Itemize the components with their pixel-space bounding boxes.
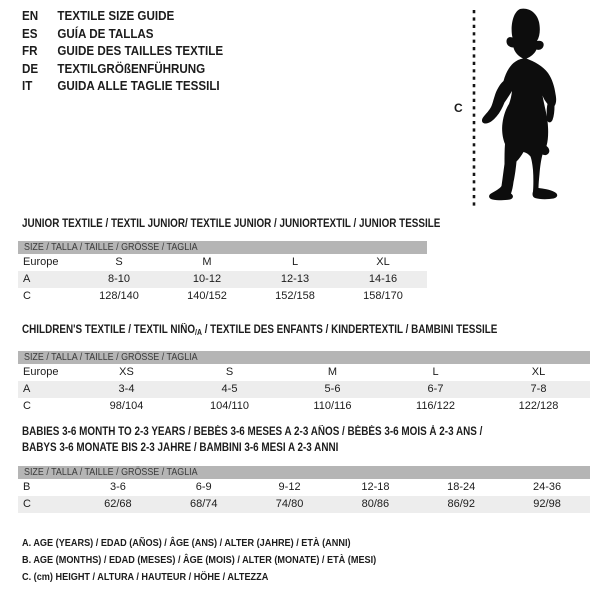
table-cell: 7-8 — [530, 383, 547, 395]
table-size-header-text: SIZE / TALLA / TAILLE / GRÖSSE / TAGLIA — [24, 351, 198, 363]
table-row — [18, 398, 590, 415]
size-table-junior — [18, 241, 427, 305]
table-size-header-text: SIZE / TALLA / TAILLE / GRÖSSE / TAGLIA — [24, 466, 198, 478]
language-code: EN — [22, 9, 39, 23]
footnotes — [22, 535, 429, 586]
table-cell: XL — [376, 256, 390, 268]
table-cell: 140/152 — [187, 290, 227, 302]
footnote-line: B. AGE (MONTHS) / EDAD (MESES) / ÂGE (MOIS) / ALTER (MONATE) / ETÀ (MESI) — [22, 554, 377, 566]
table-cell: 6-7 — [427, 383, 444, 395]
language-code: FR — [22, 44, 38, 59]
language-label: TEXTILGRÖßENFÜHRUNG — [57, 61, 206, 76]
language-label: GUÍA DE TALLAS — [57, 26, 154, 41]
table-cell: 3-6 — [109, 481, 126, 493]
section-junior — [18, 216, 441, 305]
language-row — [22, 61, 223, 79]
table-cell: 12-13 — [280, 273, 310, 285]
table-cell: 10-12 — [192, 273, 222, 285]
table-cell: 80/86 — [361, 498, 390, 510]
table-title-line — [22, 424, 510, 440]
row-label: A — [23, 273, 31, 285]
table-row — [18, 479, 590, 496]
table-cell: L — [432, 366, 439, 378]
table-cell: 86/92 — [447, 498, 475, 510]
table-title-line — [22, 322, 510, 341]
language-code: DE — [22, 61, 39, 76]
table-row — [18, 288, 427, 305]
baby-figure — [455, 0, 600, 215]
table-row — [18, 254, 427, 271]
table-size-header — [18, 241, 427, 254]
table-cell: 116/122 — [416, 400, 455, 412]
table-cell: 68/74 — [189, 498, 218, 510]
table-title-text: CHILDREN'S TEXTILE / TEXTIL NIÑO — [22, 324, 196, 336]
row-label: Europe — [23, 366, 59, 378]
language-row — [22, 43, 223, 61]
table-cell: 128/140 — [99, 290, 139, 302]
language-label: GUIDE DES TAILLES TEXTILE — [57, 44, 224, 59]
language-list — [22, 8, 238, 96]
table-title-text: BABYS 3-6 MONATE BIS 2-3 JAHRE / BAMBINI 3-6 MESI A 2-3 ANNI — [22, 442, 339, 454]
table-cell: 152/158 — [275, 290, 315, 302]
table-size-header — [18, 351, 590, 364]
table-cell: 14-16 — [368, 273, 398, 285]
table-cell: 62/68 — [104, 498, 132, 510]
language-row — [22, 8, 223, 26]
table-title — [22, 424, 510, 456]
language-row — [22, 78, 223, 96]
language-row — [22, 26, 223, 44]
table-cell: 3-4 — [118, 383, 135, 395]
table-cell: 110/116 — [313, 400, 352, 412]
language-label: GUIDA ALLE TAGLIE TESSILI — [57, 79, 220, 94]
table-cell: 4-5 — [221, 383, 238, 395]
table-title — [22, 322, 510, 341]
row-label: C — [23, 400, 31, 412]
table-row — [18, 381, 590, 398]
footnote-line: A. AGE (YEARS) / EDAD (AÑOS) / ÂGE (ANS) / ALTER (JAHRE) / ETÀ (ANNI) — [22, 537, 351, 549]
table-cell: 158/170 — [363, 290, 403, 302]
table-size-header — [18, 466, 590, 479]
table-cell: 12-18 — [361, 481, 390, 493]
table-title-line — [22, 440, 510, 456]
table-cell: 24-36 — [532, 481, 562, 493]
table-row — [18, 496, 590, 513]
size-table-children — [18, 351, 590, 415]
language-code: ES — [22, 26, 38, 41]
table-title-text: /A — [195, 328, 202, 337]
table-row — [18, 364, 590, 381]
language-label: TEXTILE SIZE GUIDE — [57, 9, 175, 23]
size-table-babies — [18, 466, 590, 513]
row-label: B — [23, 481, 31, 493]
table-row — [18, 271, 427, 288]
table-title-text: JUNIOR TEXTILE / TEXTIL JUNIOR/ TEXTILE JUNIOR / JUNIORTEXTIL / JUNIOR TESSILE — [22, 218, 441, 230]
table-title-line — [22, 216, 441, 232]
table-cell: M — [202, 256, 212, 268]
table-cell: 8-10 — [107, 273, 131, 285]
table-title — [22, 216, 441, 232]
table-title-text: BABIES 3-6 MONTH TO 2-3 YEARS / BEBÉS 3-6 MESES A 2-3 AÑOS / BÉBÉS 3-6 MOIS À 2-3 ANS / — [22, 426, 483, 438]
table-cell: 5-6 — [324, 383, 341, 395]
height-measure-label: C — [454, 101, 463, 115]
row-label: C — [23, 290, 31, 302]
table-cell: M — [327, 366, 338, 378]
table-size-header-text: SIZE / TALLA / TAILLE / GRÖSSE / TAGLIA — [24, 241, 198, 253]
table-cell: 9-12 — [278, 481, 301, 493]
table-cell: S — [115, 256, 123, 268]
table-cell: 74/80 — [275, 498, 304, 510]
table-cell: 122/128 — [518, 400, 559, 412]
table-cell: 92/98 — [533, 498, 561, 510]
section-babies — [18, 424, 590, 513]
table-cell: 104/110 — [210, 400, 249, 412]
table-cell: XL — [531, 366, 546, 378]
table-cell: XS — [119, 366, 134, 378]
row-label: C — [23, 498, 31, 510]
language-code: IT — [22, 79, 33, 94]
baby-silhouette-icon — [482, 9, 557, 201]
footnote-line: C. (cm) HEIGHT / ALTURA / HAUTEUR / HÖHE / ALTEZZA — [22, 571, 269, 583]
table-cell: 98/104 — [109, 400, 144, 412]
row-label: A — [23, 383, 31, 395]
table-cell: L — [291, 256, 299, 268]
row-label: Europe — [23, 256, 59, 268]
table-cell: 6-9 — [195, 481, 212, 493]
table-cell: S — [225, 366, 234, 378]
table-title-text: / TEXTILE DES ENFANTS / KINDERTEXTIL / BAMBINI TESSILE — [201, 324, 498, 336]
section-children — [18, 322, 590, 415]
table-cell: 18-24 — [447, 481, 476, 493]
